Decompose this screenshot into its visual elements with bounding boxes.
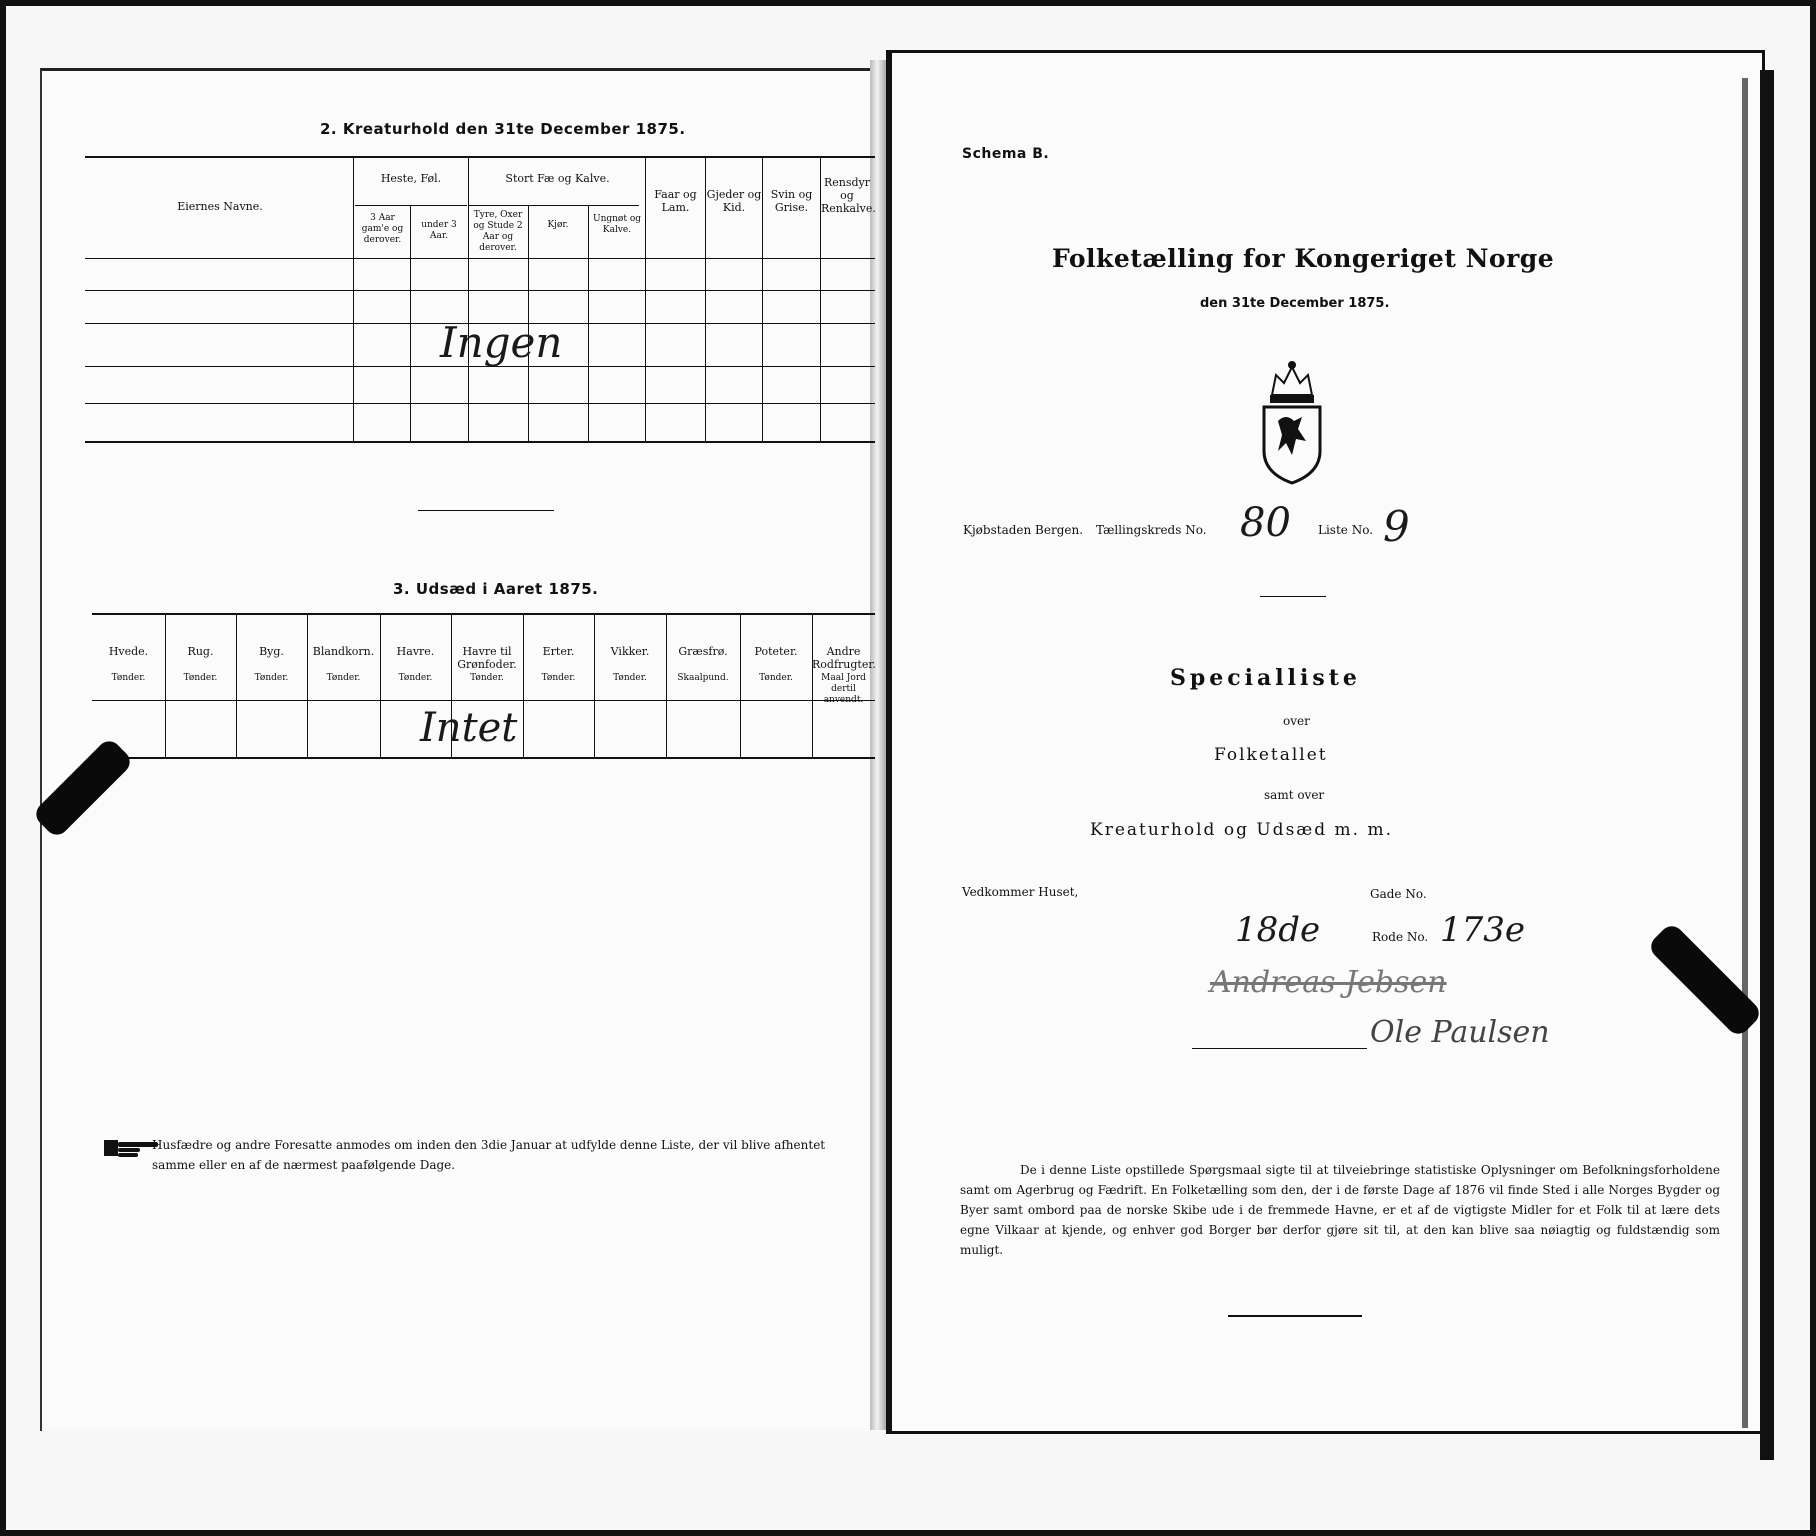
page-title: Folketælling for Kongeriget Norge — [1052, 244, 1555, 273]
header-stort: Stort Fæ og Kalve. — [505, 172, 610, 185]
table2-bottom-rule — [85, 441, 875, 443]
signature: Ole Paulsen — [1370, 1015, 1550, 1050]
end-rule — [1228, 1315, 1362, 1317]
seed-col-name: Havre. — [396, 645, 435, 658]
seed-col-unit: Tønder. — [183, 673, 218, 683]
notice-text: Husfædre og andre Foresatte anmodes om inden den 3die Januar at udfylde denne Liste, der vil blive afhentet samme eller en af de nærmest paafølgende Dage. — [152, 1138, 826, 1172]
seed-col-name: Byg. — [259, 645, 284, 658]
seed-col-name: Rug. — [187, 645, 214, 658]
col-divider — [740, 614, 741, 758]
kreds-label: Tællingskreds No. — [1096, 523, 1207, 537]
seed-col-unit: Tønder. — [470, 673, 504, 683]
header-rensdyr: Rensdyr og Renkalve. — [821, 176, 876, 215]
short-rule — [1260, 596, 1326, 597]
seed-col-name: Hvede. — [108, 645, 149, 658]
info-paragraph: De i denne Liste opstillede Spørgsmaal sigte til at tilveiebringe statistiske Oplysninger om Befolkningsforholdene samt om Agerbrug og Fædrift. En Folketælling som den, der i de første Dage af 1876 vil finde Sted i alle Norges Bygder og Byer samt ombord paa de norske Skibe ude i de fremmede Havne, er et af de vigtigste Midler for et Folk til at lære dets egne Vilkaar at kjende, og enhver god Borger bør derfor gjøre sit til, at den kan blive saa nøiagtig og fuldstændig som muligt. — [960, 1163, 1720, 1257]
section2-title: 2. Kreaturhold den 31te December 1875. — [320, 120, 686, 138]
seed-col-unit: Maal Jord dertil anvendt. — [821, 673, 866, 705]
seed-col-unit: Skaalpund. — [677, 673, 729, 683]
separator-rule — [418, 510, 554, 511]
seed-col-name: Poteter. — [754, 645, 798, 658]
col-divider — [645, 156, 646, 442]
header-heste-sub2: under 3 Aar. — [421, 220, 457, 241]
col-divider — [165, 614, 166, 758]
stort-sub-rule — [469, 205, 639, 206]
table2-top-rule — [85, 156, 875, 158]
specialliste-title: Specialliste — [1170, 665, 1361, 691]
kreds-value: 80 — [1240, 500, 1291, 546]
seed-col-unit: Tønder. — [613, 673, 647, 683]
col-divider — [523, 614, 524, 758]
liste-label: Liste No. — [1318, 523, 1374, 537]
header-heste: Heste, Føl. — [380, 172, 442, 185]
col-divider — [666, 614, 667, 758]
seed-col-unit: Tønder. — [398, 673, 433, 683]
seed-col-name: Havre til Grønfoder. — [457, 645, 517, 671]
table3-bottom-rule — [92, 757, 875, 759]
seed-col-unit: Tønder. — [541, 673, 576, 683]
struck-signature: Andreas Jebsen — [1210, 965, 1447, 1000]
seed-col-unit: Tønder. — [111, 673, 146, 683]
handwritten-intet: Intet — [420, 705, 518, 751]
kreatur-line: Kreaturhold og Udsæd m. m. — [1090, 820, 1394, 840]
header-heste-sub1: 3 Aar gam'e og derover. — [361, 213, 404, 245]
signature-rule — [1192, 1048, 1367, 1049]
table2-row-line — [85, 290, 875, 291]
seed-col-unit: Tønder. — [326, 673, 361, 683]
table2-row-line — [85, 403, 875, 404]
page-subtitle: den 31te December 1875. — [1200, 296, 1390, 311]
seed-col-name: Andre Rodfrugter. — [812, 645, 876, 671]
folketallet-text: Folketallet — [1214, 745, 1328, 765]
table3-header-rule — [92, 700, 875, 701]
col-divider — [307, 614, 308, 758]
section3-title: 3. Udsæd i Aaret 1875. — [393, 580, 599, 598]
rode-no-value: 173e — [1440, 910, 1526, 950]
header-stort-sub2: Kjør. — [547, 220, 569, 230]
table3-top-rule — [92, 613, 875, 615]
col-divider — [236, 614, 237, 758]
heste-sub-rule — [355, 205, 467, 206]
col-divider — [588, 206, 589, 442]
coat-of-arms-icon — [1256, 355, 1328, 489]
book-edge-inner — [1742, 78, 1748, 1428]
header-stort-sub3: Ungnøt og Kalve. — [592, 214, 641, 235]
col-divider — [468, 156, 469, 442]
header-gjeder: Gjeder og Kid. — [706, 188, 762, 214]
handwritten-ingen: Ingen — [440, 318, 563, 367]
table2-header-rule — [85, 258, 875, 259]
seed-col-name: Erter. — [542, 645, 575, 658]
rode-label: Rode No. — [1372, 930, 1429, 944]
over-text: over — [1283, 714, 1310, 728]
header-faar: Faar og Lam. — [654, 188, 697, 214]
seed-col-unit: Tønder. — [759, 673, 793, 683]
col-divider — [353, 156, 354, 442]
kjobstaden-label: Kjøbstaden Bergen. — [963, 523, 1084, 537]
col-divider — [380, 614, 381, 758]
seed-col-unit: Tønder. — [254, 673, 289, 683]
samt-over-text: samt over — [1264, 788, 1325, 802]
seed-col-name: Blandkorn. — [312, 645, 375, 658]
col-divider — [594, 614, 595, 758]
schema-label: Schema B. — [962, 146, 1050, 162]
vedkommer-label: Vedkommer Huset, — [962, 885, 1079, 899]
header-owner: Eiernes Navne. — [177, 200, 263, 213]
seed-col-name: Græsfrø. — [678, 645, 728, 658]
liste-value: 9 — [1383, 502, 1410, 551]
header-svin: Svin og Grise. — [770, 188, 813, 214]
gade-label: Gade No. — [1370, 887, 1427, 901]
book-edge — [1760, 70, 1774, 1460]
seed-col-name: Vikker. — [610, 645, 650, 658]
header-stort-sub1: Tyre, Oxer og Stude 2 Aar og derover. — [473, 210, 523, 253]
rode-value: 18de — [1235, 910, 1321, 950]
